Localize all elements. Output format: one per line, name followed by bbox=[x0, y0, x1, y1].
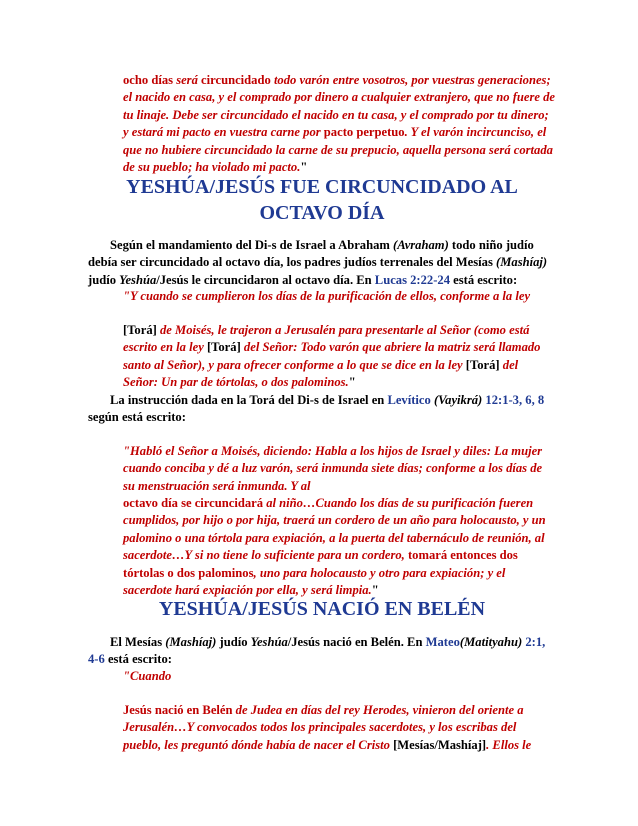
body-text: /Jesús le circuncidaron al octavo día. En bbox=[156, 272, 375, 287]
scripture-link-levitico-verses[interactable]: 12:1-3, 6, 8 bbox=[485, 393, 545, 407]
quote-text: del Señor: Todo varón que abriere la matriz será llamado santo al Señor), y para ofrecer conforme a lo que se dice en la ley bbox=[123, 340, 541, 372]
body-text: Según el mandamiento del Di-s de Israel a Abraham bbox=[110, 238, 394, 252]
quote-text: pacto perpetuo bbox=[323, 125, 405, 140]
quote-text: . Ellos le bbox=[486, 737, 532, 752]
quote-block-lucas-cont bbox=[123, 322, 555, 392]
quote-block-levitico bbox=[123, 443, 555, 495]
quote-text: "Y cuando se cumplieron los días de la purificación de ellos, conforme a la ley bbox=[123, 289, 531, 303]
body-text: (Mashíaj) bbox=[165, 635, 217, 649]
quote-block-mateo bbox=[123, 668, 555, 685]
body-text: (Mashíaj) bbox=[496, 255, 548, 270]
scripture-link-mateo[interactable]: Mateo bbox=[425, 635, 460, 649]
quote-text: [Torá] bbox=[123, 323, 157, 337]
body-text: /Jesús nació en Belén. En bbox=[287, 635, 426, 649]
body-text: Yeshúa bbox=[119, 272, 157, 287]
quote-mark: " bbox=[300, 160, 308, 175]
quote-block-levitico-cont bbox=[123, 495, 555, 599]
quote-text: circuncidado bbox=[197, 73, 274, 87]
quote-text: [Torá] bbox=[465, 357, 500, 372]
body-text: El Mesías bbox=[110, 635, 166, 649]
body-text: está escrito: bbox=[104, 652, 172, 667]
quote-block-mateo-cont bbox=[123, 702, 555, 754]
quote-mark: " bbox=[371, 583, 379, 598]
quote-text: será bbox=[176, 73, 198, 87]
body-paragraph bbox=[88, 392, 556, 427]
quote-text: "Habló el Señor a Moisés, diciendo: Habla a los hijos de Israel y diles: La mujer cuando conciba y dé a luz varón, será inmunda siete días; conforme a los días de su menstruación será inmunda. Y al bbox=[123, 444, 543, 493]
body-text: judío bbox=[88, 272, 120, 287]
body-text: (Matityahu) bbox=[459, 635, 523, 649]
body-paragraph bbox=[88, 237, 556, 289]
quote-text: Jesús nació en Belén bbox=[123, 703, 233, 717]
quote-text: al niño…Cuando los días de su purificación fueren cumplidos, por hijo o por hija, traerá un cordero de un año para holocausto, y un palomino o una tórtola para expiación, a la puerta del tabernáculo de reunión, al sacerdote…Y si no tiene lo suficiente para un cordero, bbox=[123, 496, 546, 563]
body-text: Yeshúa bbox=[250, 635, 288, 649]
body-paragraph bbox=[88, 634, 556, 669]
body-text: judío bbox=[216, 635, 251, 649]
scripture-link-mateo-verses[interactable]: 2:1, 4-6 bbox=[88, 635, 546, 667]
quote-text: [Mesías/Mashíaj] bbox=[393, 737, 487, 752]
quote-text: de Moisés, le trajeron a Jerusalén para presentarle al Señor (como está escrito en la ley bbox=[123, 323, 530, 355]
section-heading-circumcision: YESHÚA/JESÚS FUE CIRCUNCIDADO AL OCTAVO DÍA bbox=[126, 176, 518, 224]
section-heading-belen: YESHÚA/JESÚS NACIÓ EN BELÉN bbox=[158, 598, 486, 620]
body-text: está escrito: bbox=[450, 272, 518, 287]
body-text: (Vayikrá) bbox=[433, 393, 483, 407]
body-text: todo niño judío debía ser circuncidado al octavo día, los padres judíos terrenales del Mesías bbox=[88, 238, 534, 270]
quote-text: tomará entonces dos tórtolas o dos palominos bbox=[123, 548, 518, 580]
quote-text: del Señor: Un par de tórtolas, o dos palominos. bbox=[123, 357, 519, 390]
quote-text: de Judea en días del rey Herodes, vinieron del oriente a Jerusalén…Y convocados todos los principales sacerdotes, y los escribas del pueblo, les preguntó dónde había de nacer el Cristo bbox=[123, 703, 524, 752]
quote-text: "Cuando bbox=[123, 669, 172, 683]
quote-text: octavo día se circuncidará bbox=[123, 496, 264, 510]
quote-text: [Torá] bbox=[206, 340, 241, 355]
quote-block-lucas bbox=[123, 288, 555, 305]
scripture-link-levitico[interactable]: Levítico bbox=[387, 393, 431, 407]
body-text: según está escrito: bbox=[88, 410, 186, 425]
quote-text: ocho días bbox=[123, 73, 177, 87]
quote-text: todo varón entre vosotros, por vuestras generaciones; el nacido en casa, y el comprado por dinero a cualquier extranjero, que no fuere de tu linaje. Debe ser circuncidado el nacido en tu casa, y el comprado por tu dinero; y estará mi pacto en vuestra carne por bbox=[123, 73, 556, 140]
quote-mark: " bbox=[348, 375, 356, 390]
quote-block-genesis bbox=[123, 72, 555, 176]
body-text: (Avraham) bbox=[393, 238, 449, 252]
body-text: La instrucción dada en la Torá del Di-s de Israel en bbox=[110, 393, 388, 407]
quote-text: , uno para holocausto y otro para expiación; y el sacerdote hará expiación por ella, y será limpia. bbox=[123, 565, 506, 598]
scripture-link-lucas[interactable]: Lucas 2:22-24 bbox=[374, 272, 451, 287]
quote-text: . Y el varón incircunciso, el que no hubiere circuncidado la carne de su prepucio, aquella persona será cortada de su pueblo; ha violado mi pacto. bbox=[123, 125, 553, 175]
